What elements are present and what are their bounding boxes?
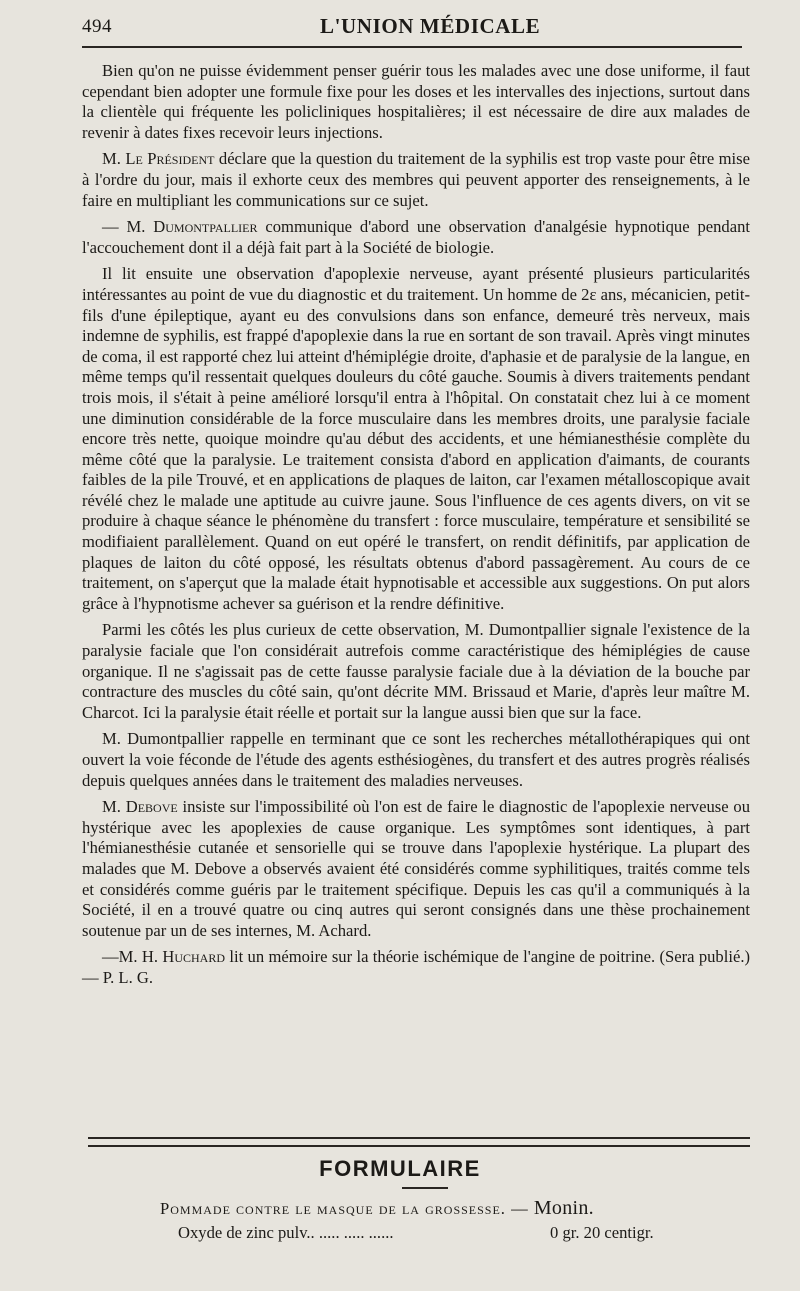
paragraph-6-text: M. Dumontpallier rappelle en terminant que ce sont les recherches métallothérapiques qui ont ouvert la voie féconde de l'étude des agents esthésiogènes, du transfert et des autres progrès réalisés depuis quelques années dans le traitement des maladies nerveuses. xyxy=(82,729,750,790)
paragraph-3-text: communique d'abord une observation d'analgésie hypnotique pendant l'accouchement dont il a déjà fait part à la Société de biologie. xyxy=(82,217,750,257)
paragraph-5-text: Parmi les côtés les plus curieux de cette observation, M. Dumontpallier signale l'existence de la paralysie faciale que l'on considérait autrefois comme caractéristique des hémiplégies de cause organique. Il ne s'agissait pas de cette fausse paralysie faciale due à la déviation de la bouche par contracture des muscles du côté sain, qu'ont décrite MM. Brissaud et Marie, d'après leur maître M. Charcot. Ici la paralysie était réelle et portait sur la langue aussi bien que sur la face. xyxy=(82,620,750,722)
paragraph-8 xyxy=(82,947,750,988)
title-underline xyxy=(402,1187,448,1189)
running-title: L'UNION MÉDICALE xyxy=(320,14,541,38)
ingredient-name: Oxyde de zinc pulv.. ..... ..... ...... xyxy=(178,1223,394,1242)
paragraph-4-text: Il lit ensuite une observation d'apoplexie nerveuse, ayant présenté plusieurs particularités intéressantes au point de vue du diagnostic et du traitement. Un homme de 2ε ans, mécanicien, petit-fils d'une épileptique, ayant eu des convulsions dans son enfance, demeuré très nerveux, mais indemne de syphilis, est frappé d'apoplexie dans la rue en sortant de son travail. Après vingt minutes de coma, il est rapporté chez lui atteint d'hémiplégie droite, d'aphasie et de paralysie de la langue, en même temps qu'il ressentait quelques douleurs du côté gauche. Soumis à divers traitements pendant trois mois, il s'était à peine amélioré lorsqu'il entra à l'hôpital. On constatait chez lui à ce moment une diminution considérable de la force musculaire dans les membres droits, une paralysie faciale encore très nette, quoique moindre qu'au début des accidents, et une hémianesthésie complète du même côté que la paralysie. Le traitement consista d'abord en application d'aimants, de courants faibles de la pile Trouvé, et en applications de plaques de laiton, car l'examen métalloscopique avait révélé chez le malade une aptitude au cuivre jaune. Sous l'influence de ces agents divers, on vit se produire à chaque séance le phénomène du transfert : force musculaire, température et sensibilité se modifiaient parallèlement. Quand on eut opéré le transfert, on rendit définitifs, par application de plaques de laiton du côté opposé, les résultats obtenus d'abord passagèrement. Au cours de ce traitement, on s'aperçut que la malade était hypnotisable et accessible aux suggestions. On put alors grâce à l'hypnotisme achever sa guérison et la rendre définitive. xyxy=(82,264,750,613)
speaker-president: M. Le Président xyxy=(102,149,215,169)
recipe-title: Pommade contre le masque de la grossesse. xyxy=(160,1199,506,1218)
paragraph-3 xyxy=(82,217,750,258)
section-title-formulaire: FORMULAIRE xyxy=(319,1156,481,1181)
paragraph-7-text: insiste sur l'impossibilité où l'on est de faire le diagnostic de l'apoplexie nerveuse ou hystérique avec les apoplexies de cause organique. Les symptômes sont identiques, à part l'hémianesthésie cutanée et sensorielle qui se trouve dans l'apoplexie hystérique. La plupart des malades que M. Debove a observés avaient été considérés comme syphilitiques, traités comme tels et considérés comme guéris par le traitement spécifique. Depuis les cas qu'il a communiqués à la Société, il en a trouvé quatre ou cinq autres qui seront consignés dans une thèse prochainement soutenue par un de ses internes, M. Achard. xyxy=(82,797,750,940)
paragraph-2-text: déclare que la question du traitement de la syphilis est trop vaste pour être mise à l'ordre du jour, mais il exhorte ceux des membres qui peuvent apporter des renseignements, à le faire en multipliant les communications sur ce sujet. xyxy=(82,149,750,210)
page-number: 494 xyxy=(82,16,112,37)
section-double-rule xyxy=(88,1137,750,1147)
paragraph-2 xyxy=(82,149,750,211)
speaker-debove: M. Debove xyxy=(102,797,178,817)
paragraph-1 xyxy=(82,61,750,143)
speaker-huchard: —M. H. Huchard xyxy=(102,947,225,967)
ingredient-quantity: 0 gr. 20 centigr. xyxy=(550,1223,654,1242)
recipe-heading xyxy=(160,1197,594,1220)
paragraph-4 xyxy=(82,264,750,614)
recipe-author: Monin. xyxy=(533,1197,594,1219)
paragraph-5 xyxy=(82,620,750,723)
paragraph-8-text: lit un mémoire sur la théorie ischémique de l'angine de poitrine. (Sera publié.) — P. L. G. xyxy=(82,947,750,987)
speaker-dumontpallier: — M. Dumontpallier xyxy=(102,217,258,237)
paragraph-1-text: Bien qu'on ne puisse évidemment penser guérir tous les malades avec une dose uniforme, il faut cependant bien adopter une formule fixe pour les doses et les intervalles des injections, surtout dans la clientèle qui fréquente les policliniques hospitalières; il est nécessaire de dire aux malades de revenir à dates fixes recevoir leurs injections. xyxy=(82,61,750,142)
paragraph-7 xyxy=(82,797,750,941)
recipe-dash: — xyxy=(505,1199,534,1218)
ingredient-line xyxy=(178,1223,668,1243)
page-header xyxy=(82,12,750,46)
paragraph-6 xyxy=(82,729,750,791)
header-rule xyxy=(82,46,742,48)
article-body xyxy=(82,61,750,995)
